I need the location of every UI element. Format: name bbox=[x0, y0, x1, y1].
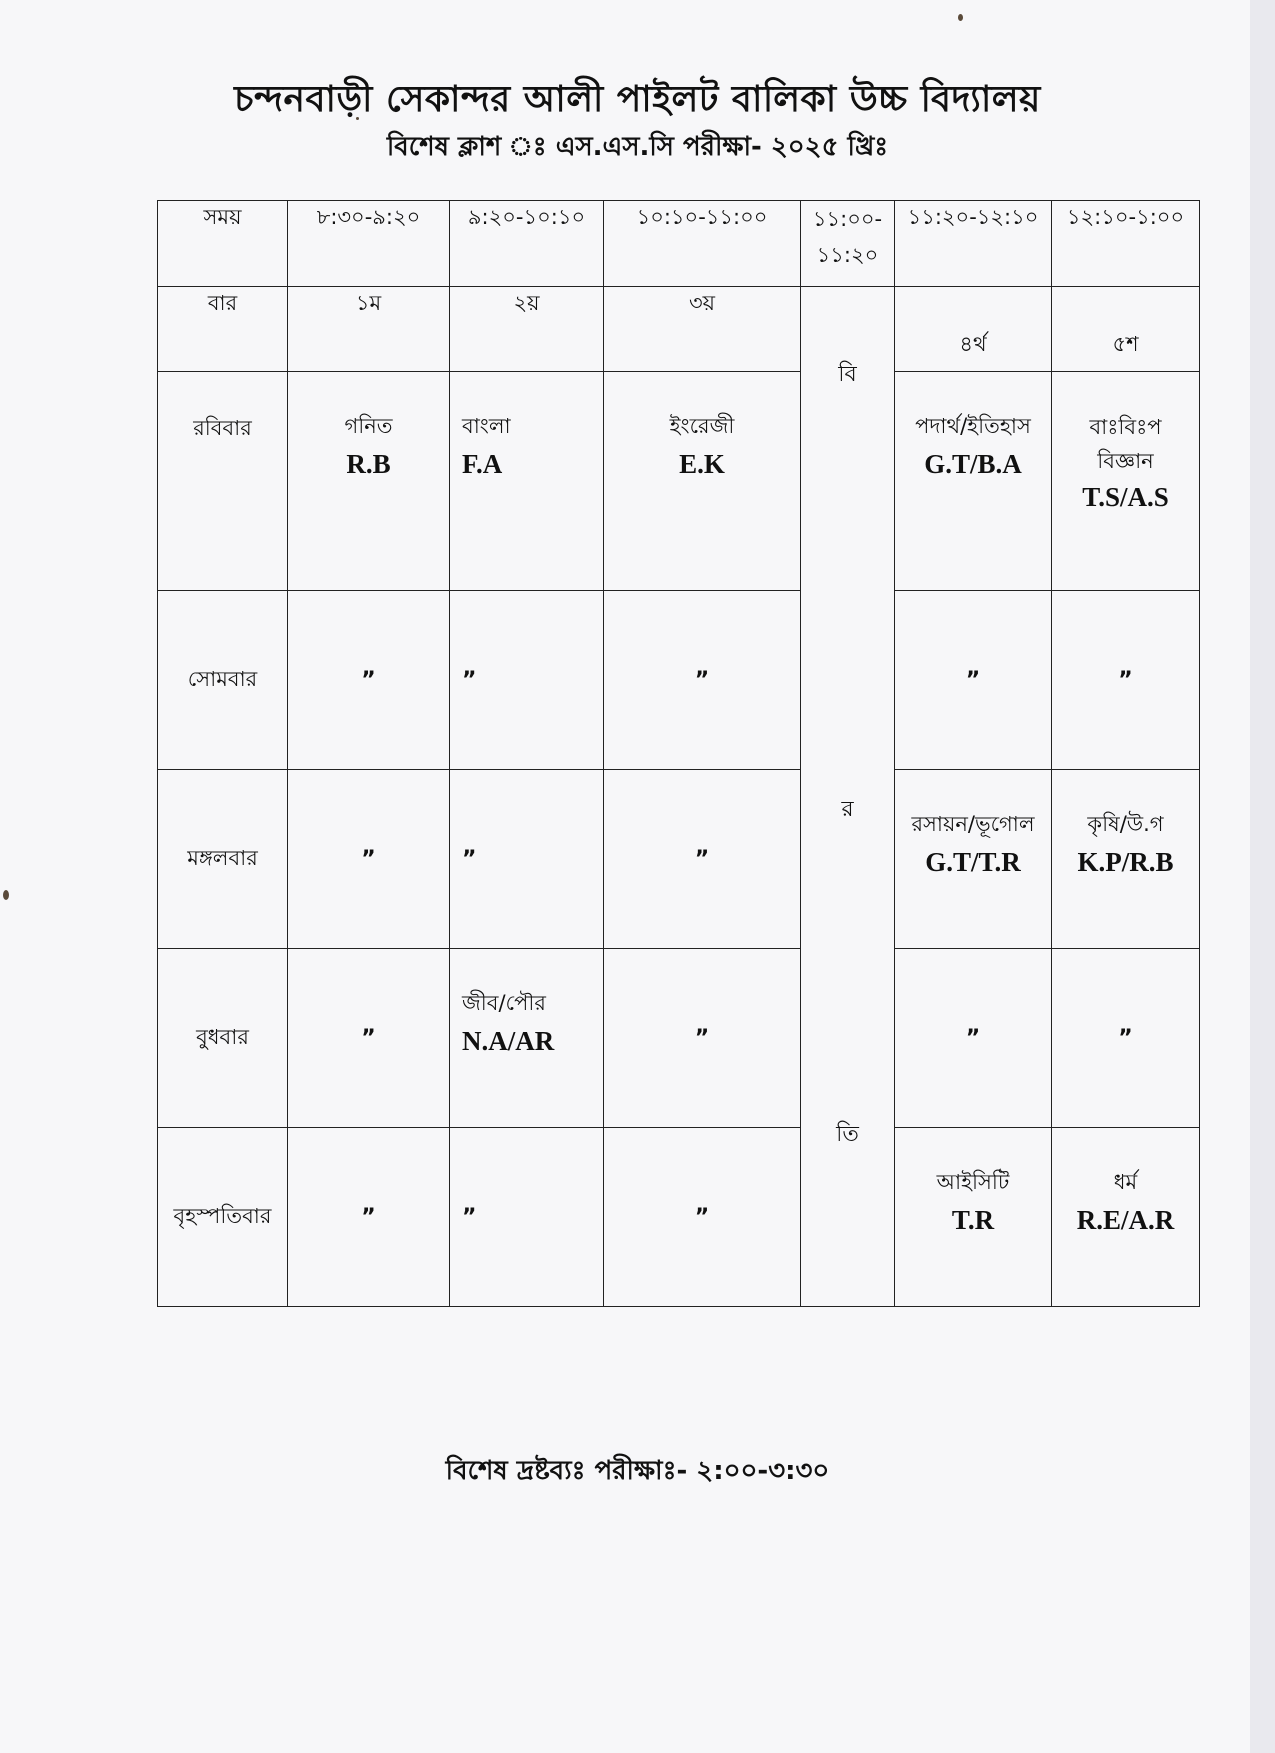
period-3: ৩য় bbox=[604, 287, 801, 372]
day-name: বৃহস্পতিবার bbox=[158, 1128, 288, 1307]
table-row bbox=[158, 372, 1200, 591]
subject-label: ইংরেজী bbox=[669, 414, 735, 438]
ditto-mark: ” bbox=[288, 591, 450, 770]
period-header-row bbox=[158, 287, 1200, 372]
teacher-code: R.E/A.R bbox=[1076, 1205, 1175, 1235]
table-row bbox=[158, 949, 1200, 1128]
break-char-1: বি bbox=[838, 362, 857, 387]
teacher-code: K.P/R.B bbox=[1077, 847, 1174, 877]
special-note: বিশেষ দ্রষ্টব্যঃ পরীক্ষাঃ- ২:০০-৩:৩০ bbox=[445, 1456, 830, 1486]
day-name: সোমবার bbox=[158, 591, 288, 770]
teacher-code: N.A/AR bbox=[462, 1026, 555, 1056]
ditto-mark: ” bbox=[450, 1128, 604, 1307]
subject-label: বাংলা bbox=[462, 414, 511, 438]
subject-cell bbox=[1052, 1128, 1200, 1307]
period-5: ৫শ bbox=[1052, 287, 1200, 372]
subject-cell bbox=[1052, 770, 1200, 949]
table-row bbox=[158, 591, 1200, 770]
time-slot-4: ১১:২০-১২:১০ bbox=[895, 201, 1052, 287]
break-char-3: তি bbox=[836, 1122, 859, 1147]
teacher-code: G.T/T.R bbox=[925, 847, 1021, 877]
routine-subtitle: বিশেষ ক্লাশ ঃ এস.এস.সি পরীক্ষা- ২০২৫ খ্রিঃ bbox=[386, 132, 889, 162]
ditto-mark: ” bbox=[450, 591, 604, 770]
ditto-mark: ” bbox=[604, 949, 801, 1128]
subject-cell bbox=[288, 372, 450, 591]
time-slot-1: ৮:৩০-৯:২০ bbox=[288, 201, 450, 287]
ditto-mark: ” bbox=[895, 591, 1052, 770]
day-name: বুধবার bbox=[158, 949, 288, 1128]
subject-cell bbox=[604, 372, 801, 591]
ditto-mark: ” bbox=[1052, 591, 1200, 770]
time-slot-2: ৯:২০-১০:১০ bbox=[450, 201, 604, 287]
ditto-mark: ” bbox=[1052, 949, 1200, 1128]
subject-cell bbox=[895, 1128, 1052, 1307]
table-row bbox=[158, 770, 1200, 949]
period-4: ৪র্থ bbox=[895, 287, 1052, 372]
subject-cell bbox=[895, 770, 1052, 949]
period-1: ১ম bbox=[288, 287, 450, 372]
break-char-2: র bbox=[841, 797, 854, 822]
time-header-row bbox=[158, 201, 1200, 287]
teacher-code: G.T/B.A bbox=[924, 449, 1022, 479]
ditto-mark: ” bbox=[450, 770, 604, 949]
subject-cell bbox=[895, 372, 1052, 591]
subject-cell bbox=[450, 372, 604, 591]
teacher-code: T.S/A.S bbox=[1082, 482, 1169, 512]
ditto-mark: ” bbox=[604, 1128, 801, 1307]
ditto-mark: ” bbox=[288, 1128, 450, 1307]
subject-label: আইসিটি bbox=[936, 1170, 1010, 1194]
day-name: রবিবার bbox=[158, 372, 288, 591]
subject-label: গনিত bbox=[344, 414, 393, 438]
ditto-mark: ” bbox=[895, 949, 1052, 1128]
ink-speck bbox=[958, 14, 963, 21]
table-row bbox=[158, 1128, 1200, 1307]
time-slot-5: ১২:১০-১:০০ bbox=[1052, 201, 1200, 287]
subject-cell bbox=[1052, 372, 1200, 591]
subject-label: পদার্থ/ইতিহাস bbox=[915, 414, 1031, 438]
subject-label: বাঃবিঃপ বিজ্ঞান bbox=[1089, 415, 1162, 473]
subject-label: জীব/পৌর bbox=[462, 991, 546, 1015]
ditto-mark: ” bbox=[604, 770, 801, 949]
teacher-code: T.R bbox=[951, 1205, 995, 1235]
teacher-code: R.B bbox=[346, 449, 391, 479]
break-column bbox=[801, 287, 895, 1307]
teacher-code: E.K bbox=[679, 449, 725, 479]
ditto-mark: ” bbox=[288, 770, 450, 949]
time-header: সময় bbox=[158, 201, 288, 287]
subject-label: কৃষি/উ.গ bbox=[1087, 812, 1164, 836]
subject-label: ধর্ম bbox=[1113, 1170, 1138, 1194]
period-2: ২য় bbox=[450, 287, 604, 372]
school-title: চন্দনবাড়ী সেকান্দর আলী পাইলট বালিকা উচ্চ বিদ্যালয় bbox=[234, 79, 1041, 120]
day-header: বার bbox=[158, 287, 288, 372]
ditto-mark: ” bbox=[604, 591, 801, 770]
time-slot-3: ১০:১০-১১:০০ bbox=[604, 201, 801, 287]
subject-cell bbox=[450, 949, 604, 1128]
class-routine-table bbox=[157, 200, 1200, 1307]
time-slot-break: ১১:০০-১১:২০ bbox=[801, 201, 895, 287]
ink-speck bbox=[3, 890, 9, 900]
ditto-mark: ” bbox=[288, 949, 450, 1128]
teacher-code: F.A bbox=[462, 449, 503, 479]
day-name: মঙ্গলবার bbox=[158, 770, 288, 949]
subject-label: রসায়ন/ভূগোল bbox=[911, 812, 1035, 836]
